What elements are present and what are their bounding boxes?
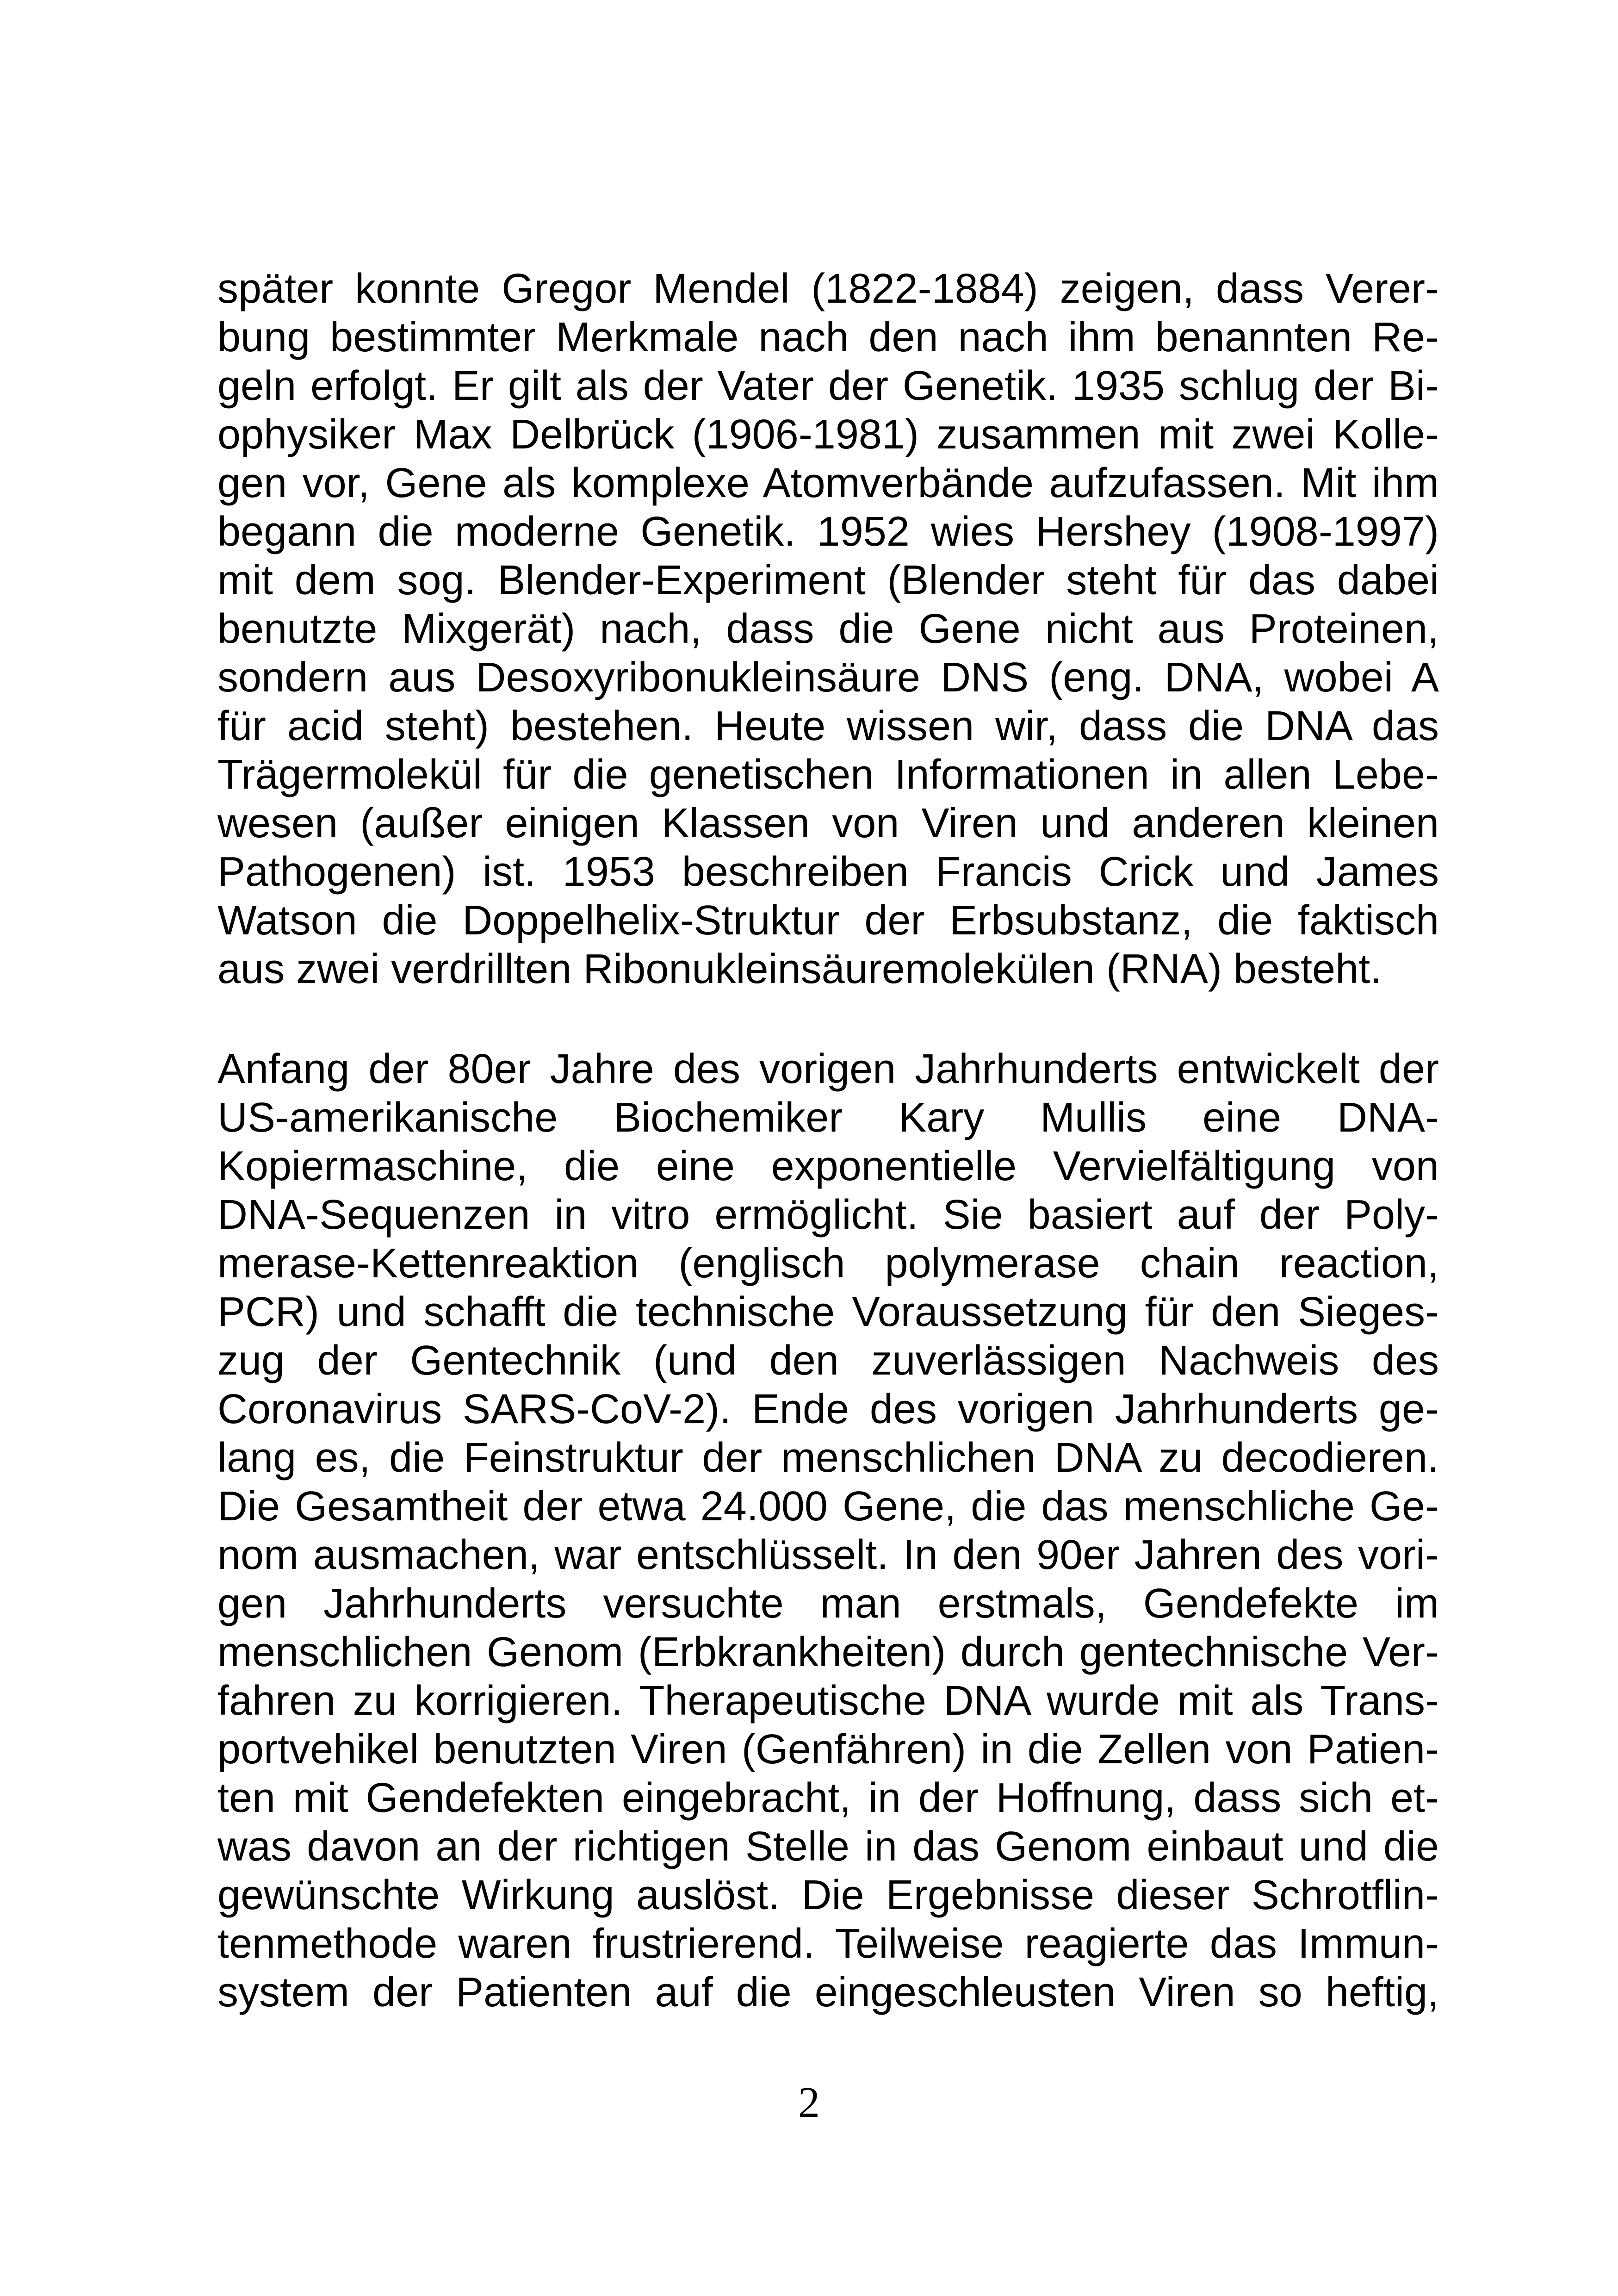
text-line: tenmethode waren frustrierend. Teilweise reagierte das Immun- — [217, 1921, 1439, 1967]
text-line: Anfang der 80er Jahre des vorigen Jahrhunderts entwickelt der — [217, 1046, 1439, 1092]
text-line: system der Patienten auf die eingeschleusten Viren so heftig, — [217, 1969, 1439, 2016]
text-line: benutzte Mixgerät) nach, dass die Gene nicht aus Proteinen, — [217, 606, 1439, 652]
text-line: Die Gesamtheit der etwa 24.000 Gene, die das menschliche Ge- — [217, 1483, 1439, 1530]
paragraph-2 — [217, 1045, 1439, 2017]
text-line: zug der Gentechnik (und den zuverlässigen Nachweis des — [217, 1338, 1439, 1384]
text-line: US-amerikanische Biochemiker Kary Mullis eine DNA- — [217, 1095, 1439, 1141]
text-line: Kopiermaschine, die eine exponentielle Vervielfältigung von — [217, 1143, 1439, 1189]
text-line: Coronavirus SARS-CoV-2). Ende des vorigen Jahrhunderts ge- — [217, 1386, 1439, 1432]
text-line: Pathogenen) ist. 1953 beschreiben Francis Crick und James — [217, 849, 1439, 895]
text-line: DNA-Sequenzen in vitro ermöglicht. Sie basiert auf der Poly- — [217, 1192, 1439, 1238]
text-line: bung bestimmter Merkmale nach den nach ihm benannten Re- — [217, 314, 1439, 361]
text-line: nom ausmachen, war entschlüsselt. In den 90er Jahren des vori- — [217, 1532, 1439, 1578]
text-line: geln erfolgt. Er gilt als der Vater der Genetik. 1935 schlug der Bi- — [217, 363, 1439, 409]
text-line: ophysiker Max Delbrück (1906-1981) zusammen mit zwei Kolle- — [217, 411, 1439, 458]
text-line: PCR) und schafft die technische Voraussetzung für den Sieges- — [217, 1289, 1439, 1335]
text-line: begann die moderne Genetik. 1952 wies Hershey (1908-1997) — [217, 509, 1439, 555]
text-line: menschlichen Genom (Erbkrankheiten) durch gentechnische Ver- — [217, 1629, 1439, 1675]
text-line: merase-Kettenreaktion (englisch polymerase chain reaction, — [217, 1240, 1439, 1287]
text-line: gewünschte Wirkung auslöst. Die Ergebnisse dieser Schrotflin- — [217, 1872, 1439, 1918]
text-line: ten mit Gendefekten eingebracht, in der Hoffnung, dass sich et- — [217, 1775, 1439, 1821]
text-line: gen Jahrhunderts versuchte man erstmals, Gendefekte im — [217, 1580, 1439, 1627]
text-line: fahren zu korrigieren. Therapeutische DNA wurde mit als Trans- — [217, 1678, 1439, 1724]
text-line: wesen (außer einigen Klassen von Viren und anderen kleinen — [217, 800, 1439, 846]
text-line: portvehikel benutzten Viren (Genfähren) in die Zellen von Patien- — [217, 1726, 1439, 1773]
text-line: aus zwei verdrillten Ribonukleinsäuremolekülen (RNA) besteht. — [217, 946, 1382, 992]
text-line: gen vor, Gene als komplexe Atomverbände aufzufassen. Mit ihm — [217, 460, 1439, 506]
text-line: Watson die Doppelhelix-Struktur der Erbsubstanz, die faktisch — [217, 897, 1439, 944]
text-line: Trägermolekül für die genetischen Informationen in allen Lebe- — [217, 752, 1439, 798]
text-line: für acid steht) bestehen. Heute wissen wir, dass die DNA das — [217, 703, 1439, 749]
text-line: was davon an der richtigen Stelle in das Genom einbaut und die — [217, 1823, 1439, 1870]
paragraph-1 — [217, 265, 1439, 994]
text-line: lang es, die Feinstruktur der menschlichen DNA zu decodieren. — [217, 1435, 1439, 1481]
text-line: mit dem sog. Blender-Experiment (Blender steht für das dabei — [217, 557, 1439, 604]
text-line: sondern aus Desoxyribonukleinsäure DNS (eng. DNA, wobei A — [217, 654, 1439, 701]
text-line: später konnte Gregor Mendel (1822-1884) zeigen, dass Verer- — [217, 266, 1439, 312]
page-number: 2 — [798, 2078, 820, 2127]
